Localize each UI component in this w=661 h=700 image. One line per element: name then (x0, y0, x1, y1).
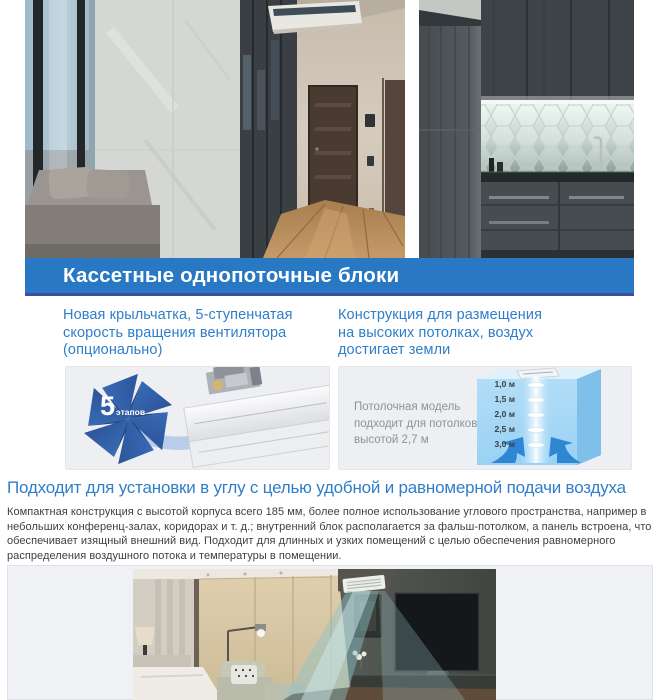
feature-heading-ceiling-line1: Конструкция для размещения (338, 307, 543, 323)
ceiling-caption-line1: Потолочная модель (354, 401, 461, 413)
kitchen-photo (419, 0, 634, 258)
banner-title: Кассетные однопоточные блоки (63, 263, 400, 287)
feature-heading-ceiling (338, 307, 638, 360)
feature-heading-fan-line1: Новая крыльчатка, 5-ступенчатая (63, 307, 293, 323)
hallway-photo (25, 0, 405, 258)
height-mark-5: 3,0 м (494, 439, 515, 449)
ceiling-caption-line2: подходит для потолков (354, 417, 478, 430)
height-mark-1: 1,0 м (494, 379, 515, 389)
fan-mechanism-art (205, 367, 262, 395)
height-illustration-panel (338, 366, 632, 470)
hallway-photo-art (25, 0, 405, 258)
corner-section-body: Компактная конструкция с высотой корпуса всего 185 мм, более полное использование углового пространства, например в небольших конференц-залах, коридорах и т. д.; внутренний блок располагается за фальш-потолком, а панель встроена, что обеспечивает изящный внешний вид. Подходит для длинных и узких помещений с целью обеспечения равномерного распределения воздушного потока и температуры в помещении. (7, 506, 652, 562)
feature-heading-ceiling-line3: достигает земли (338, 342, 451, 358)
cassette-panel-art (184, 385, 329, 468)
height-mark-4: 2,5 м (494, 424, 515, 434)
five-stages-number: 5 (100, 391, 116, 421)
five-stages-badge (100, 393, 145, 420)
five-stages-label: этапов (116, 407, 146, 417)
living-room-photo (133, 569, 496, 700)
feature-heading-fan-line3: (опционально) (63, 342, 163, 358)
fan-illustration-panel (65, 366, 330, 470)
ceiling-caption (354, 399, 477, 449)
living-room-photo-art (133, 569, 496, 700)
height-mark-2: 1,5 м (494, 394, 515, 404)
feature-heading-fan-line2: скорость вращения вентилятора (63, 324, 287, 341)
corner-section-heading: Подходит для установки в углу с целью удобной и равномерной подачи воздуха (7, 478, 626, 497)
kitchen-photo-art (419, 0, 634, 258)
feature-heading-ceiling-line2: на высоких потолках, воздух (338, 324, 534, 341)
section-banner (25, 258, 634, 296)
feature-heading-fan (63, 307, 343, 360)
ceiling-caption-line3: высотой 2,7 м (354, 434, 429, 446)
height-mark-3: 2,0 м (494, 409, 515, 419)
